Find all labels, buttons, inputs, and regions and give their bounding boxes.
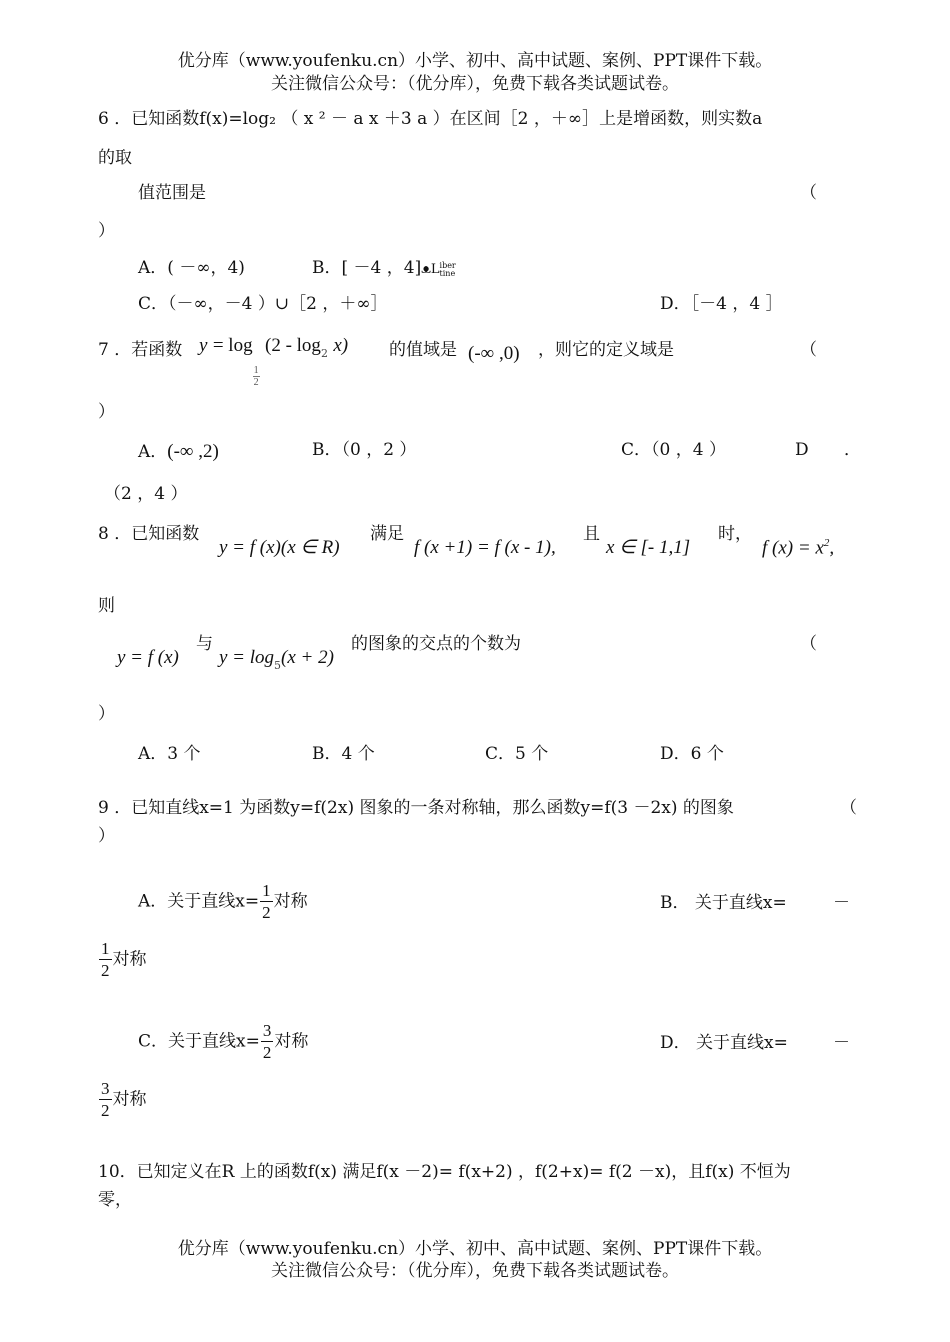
- q8-formula-3: x ∈ [- 1,1]: [606, 537, 691, 558]
- q7-option-d-label: D ．: [795, 440, 877, 460]
- q6-paren-open: （: [800, 183, 817, 203]
- fraction: $\frac{3}{2}$: [101, 1079, 110, 1120]
- q8-tail: 的图象的交点的个数为: [351, 634, 521, 654]
- q6-option-b-text: B．[ －4 ，4]: [312, 258, 422, 278]
- q8-and: 与: [196, 634, 213, 654]
- header-line-1: 优分库（www.youfenku.cn）小学、初中、高中试题、案例、PPT课件下载。: [177, 51, 773, 71]
- fraction: $\frac{1}{2}$: [101, 939, 110, 980]
- q7-paren-close: ）: [98, 402, 115, 422]
- q6-paren-close: ）: [98, 221, 115, 241]
- q6-option-d: D．［－4 ，4 ］: [660, 294, 783, 314]
- q7-option-b: B．（0 ，2 ）: [312, 440, 417, 460]
- q8-prefix: 8 ．已知函数: [98, 524, 200, 544]
- libertine-mark-icon: ᴥL iber tine: [421, 261, 456, 278]
- q7-prefix: 7 ．若函数: [98, 340, 183, 360]
- q8-option-c: C．5 个: [485, 744, 549, 764]
- q6-stem-line-3: 值范围是: [138, 183, 206, 203]
- q8-text-3: 时，: [718, 524, 752, 544]
- q9-option-c: C．关于直线x= $\frac{3}{2}$ 对称: [138, 1021, 309, 1062]
- header-line-2: 关注微信公众号：（优分库），免费下载各类试题试卷。: [271, 74, 679, 94]
- q6-stem-line-2: 的取: [98, 148, 132, 168]
- q6-option-c: C．（－∞，－4 ）∪［2 ，＋∞］: [138, 294, 388, 314]
- q7-range: (-∞ ,0): [468, 343, 520, 364]
- q7-option-a: A．(-∞ ,2): [138, 441, 219, 462]
- q8-option-b: B．4 个: [312, 744, 375, 764]
- q9-option-b: B． 关于直线x=: [660, 893, 787, 913]
- fraction: $\frac{1}{2}$: [262, 881, 271, 922]
- q7-formula: y = log $\frac{1}{2}$ $(2 - \log_2 x)$: [199, 335, 349, 388]
- q7-option-d-value: （2 ，4 ）: [104, 484, 188, 504]
- q9-stem: 9 ．已知直线x=1 为函数y=f(2x) 图象的一条对称轴，那么函数y=f(3 －2x) 的图象: [98, 798, 734, 818]
- q8-formula-4: f $(x) = x^2$,: [762, 537, 835, 559]
- q8-formula-1: y = f (x)(x ∈ R): [219, 537, 340, 558]
- q10-stem-line-1: 10．已知定义在R 上的函数f(x) 满足f(x －2)= f(x+2) ，f(2+x)= f(2 －x)，且f(x) 不恒为: [98, 1162, 791, 1182]
- q8-graph-2: $y = \log_5(x + 2)$: [219, 647, 334, 672]
- q8-paren-open: （: [800, 634, 817, 654]
- q9-option-b-sign: －: [833, 893, 850, 913]
- q7-paren-open: （: [800, 340, 817, 360]
- q9-paren-close: ）: [98, 826, 115, 846]
- q6-option-a: A．( －∞，4): [138, 258, 245, 278]
- q8-text-2: 且: [583, 524, 600, 544]
- q8-formula-2: f (x +1) = f (x - 1),: [414, 537, 556, 558]
- q9-paren-open: （: [840, 798, 857, 818]
- q7-mid-text: 的值域是: [389, 340, 457, 360]
- q8-option-a: A．3 个: [138, 744, 201, 764]
- q8-text-1: 满足: [370, 524, 404, 544]
- q6-stem-line-1: 6 ．已知函数f(x)=log₂ （ x ² － a x ＋3 a ）在区间［2 ，＋∞］上是增函数，则实数a: [98, 109, 763, 129]
- q10-stem-line-2: 零，: [98, 1190, 132, 1210]
- footer-line-2: 关注微信公众号：（优分库），免费下载各类试题试卷。: [271, 1261, 679, 1281]
- q9-option-d: D． 关于直线x=: [660, 1033, 788, 1053]
- footer-line-1: 优分库（www.youfenku.cn）小学、初中、高中试题、案例、PPT课件下载。: [177, 1239, 773, 1259]
- q8-then: 则: [98, 596, 115, 616]
- q8-option-d: D．6 个: [660, 744, 724, 764]
- q8-graph-1: y = f (x): [117, 647, 179, 668]
- fraction: $\frac{3}{2}$: [262, 1021, 272, 1062]
- q7-option-c: C．（0 ，4 ）: [621, 440, 726, 460]
- q9-option-b-cont: $\frac{1}{2}$ 对称: [101, 939, 147, 980]
- q7-suffix: ，则它的定义域是: [538, 340, 674, 360]
- q8-paren-close: ）: [98, 704, 115, 724]
- q9-option-d-cont: $\frac{3}{2}$ 对称: [101, 1079, 147, 1120]
- q6-option-b: [312, 260, 456, 277]
- q9-option-a: A．关于直线x= $\frac{1}{2}$ 对称: [138, 881, 308, 922]
- q9-option-d-sign: －: [833, 1033, 850, 1053]
